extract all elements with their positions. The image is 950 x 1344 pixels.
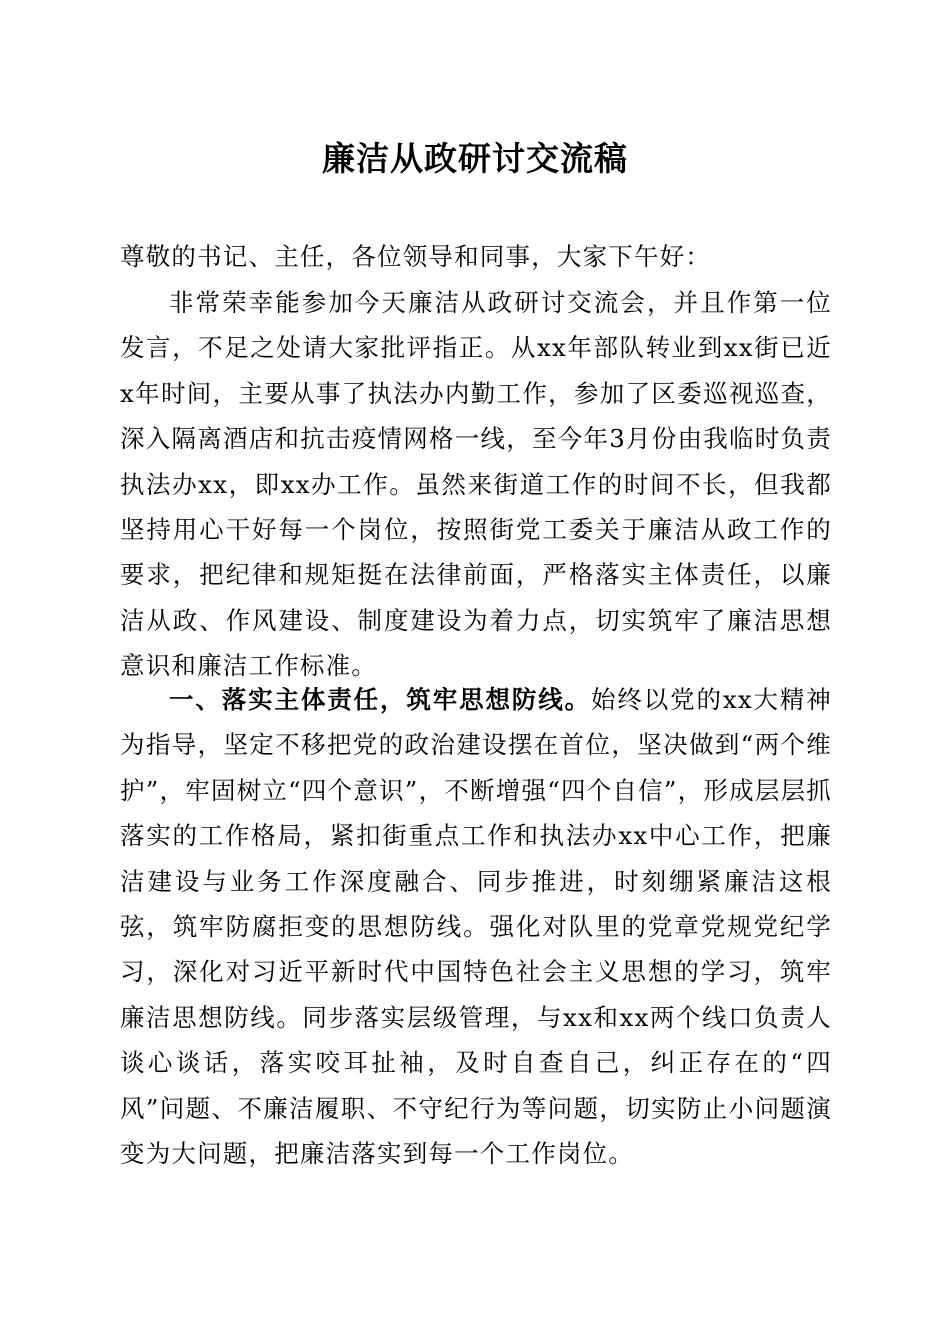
paragraph-intro: 非常荣幸能参加今天廉洁从政研讨交流会，并且作第一位发言，不足之处请大家批评指正。从xx年部队转业到xx街已近x年时间，主要从事了执法办内勤工作，参加了区委巡视巡查，深入隔离酒店和抗击疫情网格一线，至今年3月份由我临时负责执法办xx，即xx办工作。虽然来街道工作的时间不长，但我都坚持用心干好每一个岗位，按照街党工委关于廉洁从政工作的要求，把纪律和规矩挺在法律前面，严格落实主体责任，以廉洁从政、作风建设、制度建设为着力点，切实筑牢了廉洁思想意识和廉洁工作标准。	[120, 288, 832, 681]
paragraph-section-1	[120, 677, 832, 1176]
section-1-body: 始终以党的xx大精神为指导，坚定不移把党的政治建设摆在首位，坚决做到“两个维护”，牢固树立“四个意识”，不断增强“四个自信”，形成层层抓落实的工作格局，紧扣街重点工作和执法办xx中心工作，把廉洁建设与业务工作深度融合、同步推进，时刻绷紧廉洁这根弦，筑牢防腐拒变的思想防线。强化对队里的党章党规党纪学习，深化对习近平新时代中国特色社会主义思想的学习，筑牢廉洁思想防线。同步落实层级管理，与xx和xx两个线口负责人谈心谈话，落实咬耳扯袖，及时自查自己，纠正存在的“四风”问题、不廉洁履职、不守纪行为等问题，切实防止小问题演变为大问题，把廉洁落实到每一个工作岗位。	[120, 685, 833, 1169]
greeting: 尊敬的书记、主任，各位领导和同事，大家下午好：	[120, 242, 712, 271]
section-1-heading: 一、落实主体责任，筑牢思想防线。	[169, 685, 591, 714]
document-title: 廉洁从政研讨交流稿	[322, 139, 628, 178]
